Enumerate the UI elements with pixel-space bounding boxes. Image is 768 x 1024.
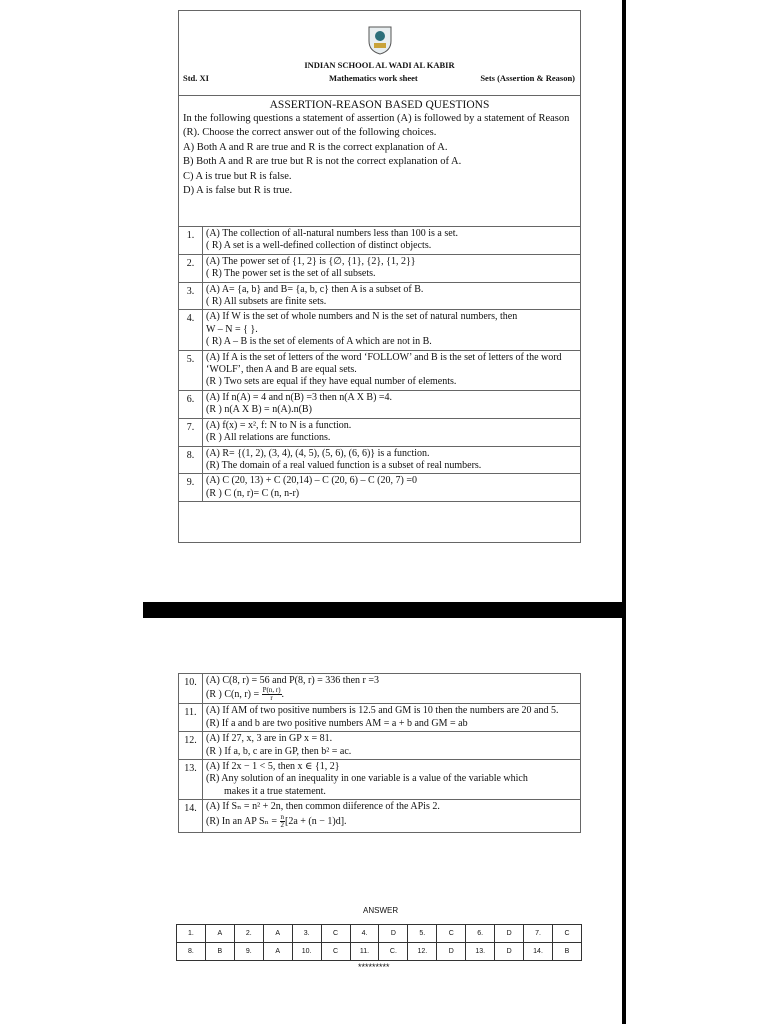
std-label: Std. XI	[183, 73, 209, 83]
answer-question-number: 13.	[466, 943, 495, 961]
fraction-numerator: P(n, r)	[262, 686, 281, 695]
answer-choice: C	[321, 943, 350, 961]
question-body	[203, 760, 581, 800]
question-line: (A) C (20, 13) + C (20,14) – C (20, 6) – C (20, 7) =0	[206, 475, 417, 487]
question-line: (A) The collection of all-natural numbers less than 100 is a set.	[206, 228, 458, 239]
table-row	[179, 418, 581, 446]
table-row	[179, 704, 581, 732]
question-body	[203, 732, 581, 760]
question-line: (A) If A is the set of letters of the word ‘FOLLOW’ and B is the set of letters of the word ‘WOLF’, then A and B are equal sets.	[206, 351, 562, 376]
question-line: (A) f(x) = x², f: N to N is a function.	[206, 419, 352, 431]
instructions	[179, 96, 580, 227]
question-number: 2.	[179, 254, 203, 282]
question-body	[203, 254, 581, 282]
question-body	[203, 704, 581, 732]
questions-table-2	[178, 673, 581, 833]
question-line: (A) If W is the set of whole numbers and N is the set of natural numbers, then	[206, 311, 518, 323]
table-row	[179, 474, 581, 502]
assertion: (A) C(8, r) = 56 and P(8, r) = 336 then r =3	[206, 675, 379, 686]
table-row	[179, 350, 581, 390]
fraction	[262, 687, 282, 702]
reason: (R) Any solution of an inequality in one variable is a value of the variable which	[206, 773, 528, 785]
fraction-denominator: 2	[280, 820, 284, 829]
question-number: 10.	[179, 674, 203, 704]
choice-c: C) A is true but R is false.	[183, 170, 292, 182]
table-row	[179, 254, 581, 282]
instructions-title: ASSERTION-REASON BASED QUESTIONS	[269, 99, 490, 111]
end-mark: *********	[358, 962, 390, 972]
answer-question-number: 2.	[234, 925, 263, 943]
question-body	[203, 350, 581, 390]
question-number: 6.	[179, 390, 203, 418]
question-body	[203, 800, 581, 833]
questions-table-1	[178, 226, 581, 502]
answer-question-number: 4.	[350, 925, 379, 943]
question-line: (A) The power set of {1, 2} is {∅, {1}, {2}, {1, 2}}	[206, 255, 416, 267]
question-line: (A) If n(A) = 4 and n(B) =3 then n(A X B) =4.	[206, 391, 393, 403]
reason: (R) If a and b are two positive numbers AM = a + b and GM = ab	[206, 717, 468, 729]
question-line: (R ) n(A X B) = n(A).n(B)	[206, 404, 312, 416]
answer-question-number: 3.	[292, 925, 321, 943]
answer-row	[177, 925, 582, 943]
question-number: 14.	[179, 800, 203, 833]
answer-row	[177, 943, 582, 961]
question-number: 8.	[179, 446, 203, 474]
question-line: ( R) All subsets are finite sets.	[206, 296, 327, 308]
reason-continued: makes it a true statement.	[224, 785, 326, 797]
answer-choice: D	[379, 925, 408, 943]
table-row	[179, 732, 581, 760]
question-line: W – N = { }.	[206, 323, 258, 335]
fraction-denominator: r	[270, 694, 273, 703]
school-name: INDIAN SCHOOL AL WADI AL KABIR	[304, 60, 455, 70]
question-body	[203, 474, 581, 502]
answer-choice: C.	[379, 943, 408, 961]
question-line: (R ) C (n, r)= C (n, n-r)	[206, 487, 300, 499]
answer-choice: B	[205, 943, 234, 961]
question-body	[203, 390, 581, 418]
reason-formula: [2a + (n − 1)d].	[285, 815, 347, 827]
answer-question-number: 7.	[524, 925, 553, 943]
question-number: 9.	[179, 474, 203, 502]
answer-choice: A	[205, 925, 234, 943]
answer-question-number: 8.	[177, 943, 206, 961]
table-row	[179, 446, 581, 474]
question-body	[203, 418, 581, 446]
question-line: (A) R= {(1, 2), (3, 4), (4, 5), (5, 6), (6, 6)} is a function.	[206, 447, 430, 459]
question-number: 4.	[179, 310, 203, 350]
answer-choice: D	[495, 925, 524, 943]
sheet-title: Mathematics work sheet	[329, 73, 418, 83]
question-body	[203, 282, 581, 310]
question-number: 1.	[179, 227, 203, 255]
question-body	[203, 446, 581, 474]
topic-label: Sets (Assertion & Reason)	[480, 73, 575, 83]
answer-choice: A	[263, 925, 292, 943]
assertion: (A) If 2x − 1 < 5, then x ∈ {1, 2}	[206, 761, 340, 773]
answer-question-number: 14.	[524, 943, 553, 961]
reason-text: (R) In an AP Sₙ =	[206, 815, 280, 827]
answer-choice: C	[321, 925, 350, 943]
question-body	[203, 674, 581, 704]
assertion: (A) If 27, x, 3 are in GP x = 81.	[206, 733, 333, 745]
choice-a: A) Both A and R are true and R is the correct explanation of A.	[183, 141, 448, 153]
table-row	[179, 227, 581, 255]
assertion: (A) If AM of two positive numbers is 12.5 and GM is 10 then the numbers are 20 and 5.	[206, 705, 559, 717]
choice-b: B) Both A and R are true but R is not the correct explanation of A.	[183, 156, 462, 168]
question-number: 12.	[179, 732, 203, 760]
school-logo-icon	[367, 25, 393, 55]
question-number: 13.	[179, 760, 203, 800]
question-line: (R ) Two sets are equal if they have equal number of elements.	[206, 376, 457, 388]
answer-choice: C	[552, 925, 581, 943]
answer-question-number: 9.	[234, 943, 263, 961]
answer-title: ANSWER	[363, 906, 399, 915]
instructions-text: In the following questions a statement of assertion (A) is followed by a statement of Reason (R). Choose the correct answer out of the following choices.	[183, 113, 570, 139]
answer-question-number: 1.	[177, 925, 206, 943]
question-line: (R) The domain of a real valued function is a subset of real numbers.	[206, 459, 482, 471]
answer-choice: A	[263, 943, 292, 961]
answer-choice: B	[552, 943, 581, 961]
answer-question-number: 5.	[408, 925, 437, 943]
answer-question-number: 12.	[408, 943, 437, 961]
assertion: (A) If Sₙ = n² + 2n, then common diiference of the APis 2.	[206, 801, 440, 813]
table-row	[179, 282, 581, 310]
answer-question-number: 11.	[350, 943, 379, 961]
question-body	[203, 310, 581, 350]
answer-choice: D	[437, 943, 466, 961]
question-line: ( R) A – B is the set of elements of A which are not in B.	[206, 336, 432, 348]
reason-text: (R ) C(n, r) =	[206, 689, 262, 701]
reason: (R ) If a, b, c are in GP, then b² = ac.	[206, 745, 352, 757]
question-number: 7.	[179, 418, 203, 446]
page-separator	[143, 602, 626, 618]
answer-question-number: 10.	[292, 943, 321, 961]
question-line: ( R) The power set is the set of all subsets.	[206, 268, 376, 280]
fraction-numerator: n	[280, 812, 284, 821]
answer-table	[176, 924, 582, 961]
page-edge-line	[622, 0, 626, 1024]
table-row	[179, 800, 581, 833]
table-row	[179, 674, 581, 704]
answer-question-number: 6.	[466, 925, 495, 943]
question-line: (R ) All relations are functions.	[206, 432, 331, 444]
table-row	[179, 760, 581, 800]
question-number: 11.	[179, 704, 203, 732]
table-row	[179, 310, 581, 350]
answer-choice: C	[437, 925, 466, 943]
question-number: 3.	[179, 282, 203, 310]
question-number: 5.	[179, 350, 203, 390]
question-body	[203, 227, 581, 255]
answer-choice: D	[495, 943, 524, 961]
reason	[206, 814, 577, 829]
question-line: (A) A= {a, b} and B= {a, b, c} then A is a subset of B.	[206, 283, 424, 295]
question-line: ( R) A set is a well-defined collection of distinct objects.	[206, 240, 432, 252]
reason: (R ) C(n, r) = $\frac{P(n, r)}{r}$ .	[206, 686, 285, 703]
worksheet-header	[179, 11, 580, 96]
table-row	[179, 390, 581, 418]
choice-d: D) A is false but R is true.	[183, 185, 293, 197]
